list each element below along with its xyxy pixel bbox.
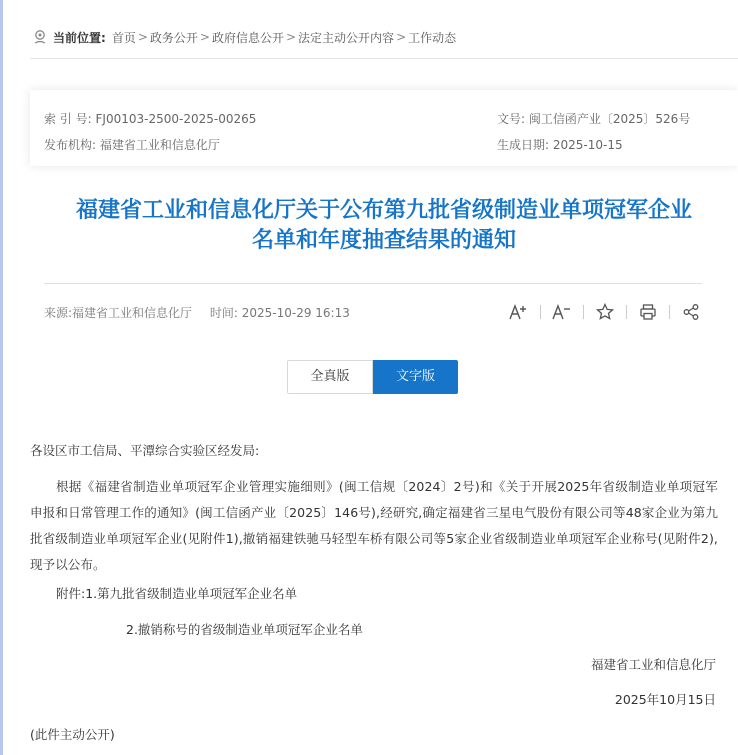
meta-issuer-value: 福建省工业和信息化厅 [99,138,220,152]
meta-docno-value: 闽工信函产业〔2025〕526号 [528,112,691,126]
tab-full-version[interactable]: 全真版 [287,360,373,394]
breadcrumb-label: 当前位置: [53,30,106,45]
meta-issuer-row [44,136,220,153]
share-button[interactable] [680,301,702,323]
meta-date-key: 生成日期: [497,138,550,152]
font-increase-button[interactable] [508,301,530,323]
star-icon [596,303,614,321]
signature: 福建省工业和信息化厅 [590,657,716,672]
font-decrease-button[interactable] [551,301,573,323]
left-edge-bar [0,0,3,755]
meta-index-value: FJ00103-2500-2025-00265 [95,112,257,126]
breadcrumb-gov-affairs[interactable]: 政务公开 [149,30,198,45]
source-line [44,304,364,321]
salutation: 各设区市工信局、平潭综合实验区经发局: [30,443,260,458]
attachment-2[interactable]: 2.撤销称号的省级制造业单项冠军企业名单 [126,622,363,637]
toolbar-separator [583,305,584,319]
breadcrumb-separator: > [199,30,210,44]
breadcrumb-statutory[interactable]: 法定主动公开内容 [298,30,395,45]
article-toolbar [508,301,702,323]
breadcrumb-separator: > [285,30,297,44]
meta-docno-key: 文号: [497,112,526,126]
meta-index-key: 索 引 号: [44,112,92,126]
breadcrumb-divider [30,58,738,59]
breadcrumb-home[interactable]: 首页 [111,30,136,45]
meta-date-value: 2025-10-15 [552,138,623,152]
breadcrumb-separator: > [137,30,148,44]
title-line-2: 名单和年度抽查结果的通知 [251,228,516,253]
public-note: (此件主动公开) [30,727,115,742]
tab-text-version[interactable]: 文字版 [373,360,458,394]
breadcrumb-gov-info[interactable]: 政府信息公开 [211,30,284,45]
toolbar-separator [626,305,627,319]
attachment-1[interactable]: 附件:1.第九批省级制造业单项冠军企业名单 [56,586,298,601]
body-paragraph: 根据《福建省制造业单项冠军企业管理实施细则》(闽工信规〔2024〕2号)和《关于开展2025年省级制造业单项冠军申报和日常管理工作的通知》(闽工信函产业〔2025〕146号),经研究,确定福建省三星电气股份有限公司等48家企业为第九批省级制造业单项冠军企业(见附件1),撤销福建铁驰马轻型车桥有限公司等5家企业省级制造业单项冠军企业称号(见附件2),现予以公布。 [30,479,718,572]
meta-issuer-key: 发布机构: [44,138,97,152]
font-increase-icon [509,303,529,321]
meta-docno-row [497,110,690,127]
document-meta-box [30,90,738,166]
version-tabs [287,360,458,394]
print-button[interactable] [637,301,659,323]
publish-time: 时间: 2025-10-29 16:13 [209,306,350,320]
share-icon [682,303,700,321]
title-line-1: 福建省工业和信息化厅关于公布第九批省级制造业单项冠军企业 [75,198,692,223]
breadcrumb-separator: > [396,30,407,44]
favorite-button[interactable] [594,301,616,323]
toolbar-separator [669,305,670,319]
toolbar-separator [540,305,541,319]
source-text: 来源:福建省工业和信息化厅 [44,306,193,320]
breadcrumb-work-news[interactable]: 工作动态 [408,30,457,45]
document-date: 2025年10月15日 [614,692,716,707]
meta-date-row [497,136,623,153]
location-icon [33,29,47,45]
font-decrease-icon [552,303,572,321]
page-title [30,196,738,256]
breadcrumb [33,28,456,46]
print-icon [639,303,657,321]
meta-index-row [44,110,256,127]
title-divider [44,283,702,284]
